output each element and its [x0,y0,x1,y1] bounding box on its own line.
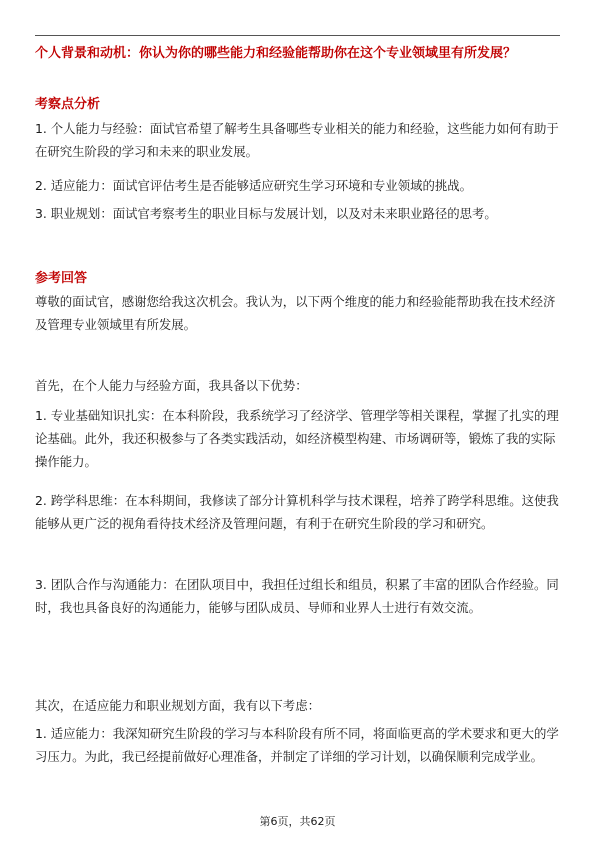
answer-intro: 尊敬的面试官，感谢您给我这次机会。我认为，以下两个维度的能力和经验能帮助我在技术经济及管理专业领域里有所发展。 [35,294,556,332]
first-section-item: 2. 跨学科思维：在本科期间，我修读了部分计算机科学与技术课程，培养了跨学科思维。这使我能够从更广泛的视角看待技术经济及管理问题，有利于在研究生阶段的学习和研究。 [35,493,559,531]
document-page [35,0,560,842]
second-section-lead: 其次，在适应能力和职业规划方面，我有以下考虑： [35,698,320,713]
analysis-item: 2. 适应能力：面试官评估考生是否能够适应研究生学习环境和专业领域的挑战。 [35,178,473,193]
top-rule [35,35,560,36]
page-number: 第6页，共62页 [259,815,336,828]
second-section-item: 1. 适应能力：我深知研究生阶段的学习与本科阶段有所不同，将面临更高的学术要求和更大的学习压力。为此，我已经提前做好心理准备，并制定了详细的学习计划，以确保顺利完成学业。 [35,726,559,764]
first-section-lead: 首先，在个人能力与经验方面，我具备以下优势： [35,378,308,393]
analysis-item: 1. 个人能力与经验：面试官希望了解考生具备哪些专业相关的能力和经验，这些能力如何有助于在研究生阶段的学习和未来的职业发展。 [35,121,559,159]
answer-heading: 参考回答 [35,271,88,286]
first-section-item: 1. 专业基础知识扎实：在本科阶段，我系统学习了经济学、管理学等相关课程，掌握了扎实的理论基础。此外，我还积极参与了各类实践活动，如经济模型构建、市场调研等，锻炼了我的实际操作能力。 [35,408,559,469]
analysis-item: 3. 职业规划：面试官考察考生的职业目标与发展计划，以及对未来职业路径的思考。 [35,206,497,221]
first-section-item: 3. 团队合作与沟通能力：在团队项目中，我担任过组长和组员，积累了丰富的团队合作经验。同时，我也具备良好的沟通能力，能够与团队成员、导师和业界人士进行有效交流。 [35,577,559,615]
analysis-heading: 考察点分析 [35,97,101,112]
question-title: 个人背景和动机：你认为你的哪些能力和经验能帮助你在这个专业领域里有所发展？ [35,46,517,61]
